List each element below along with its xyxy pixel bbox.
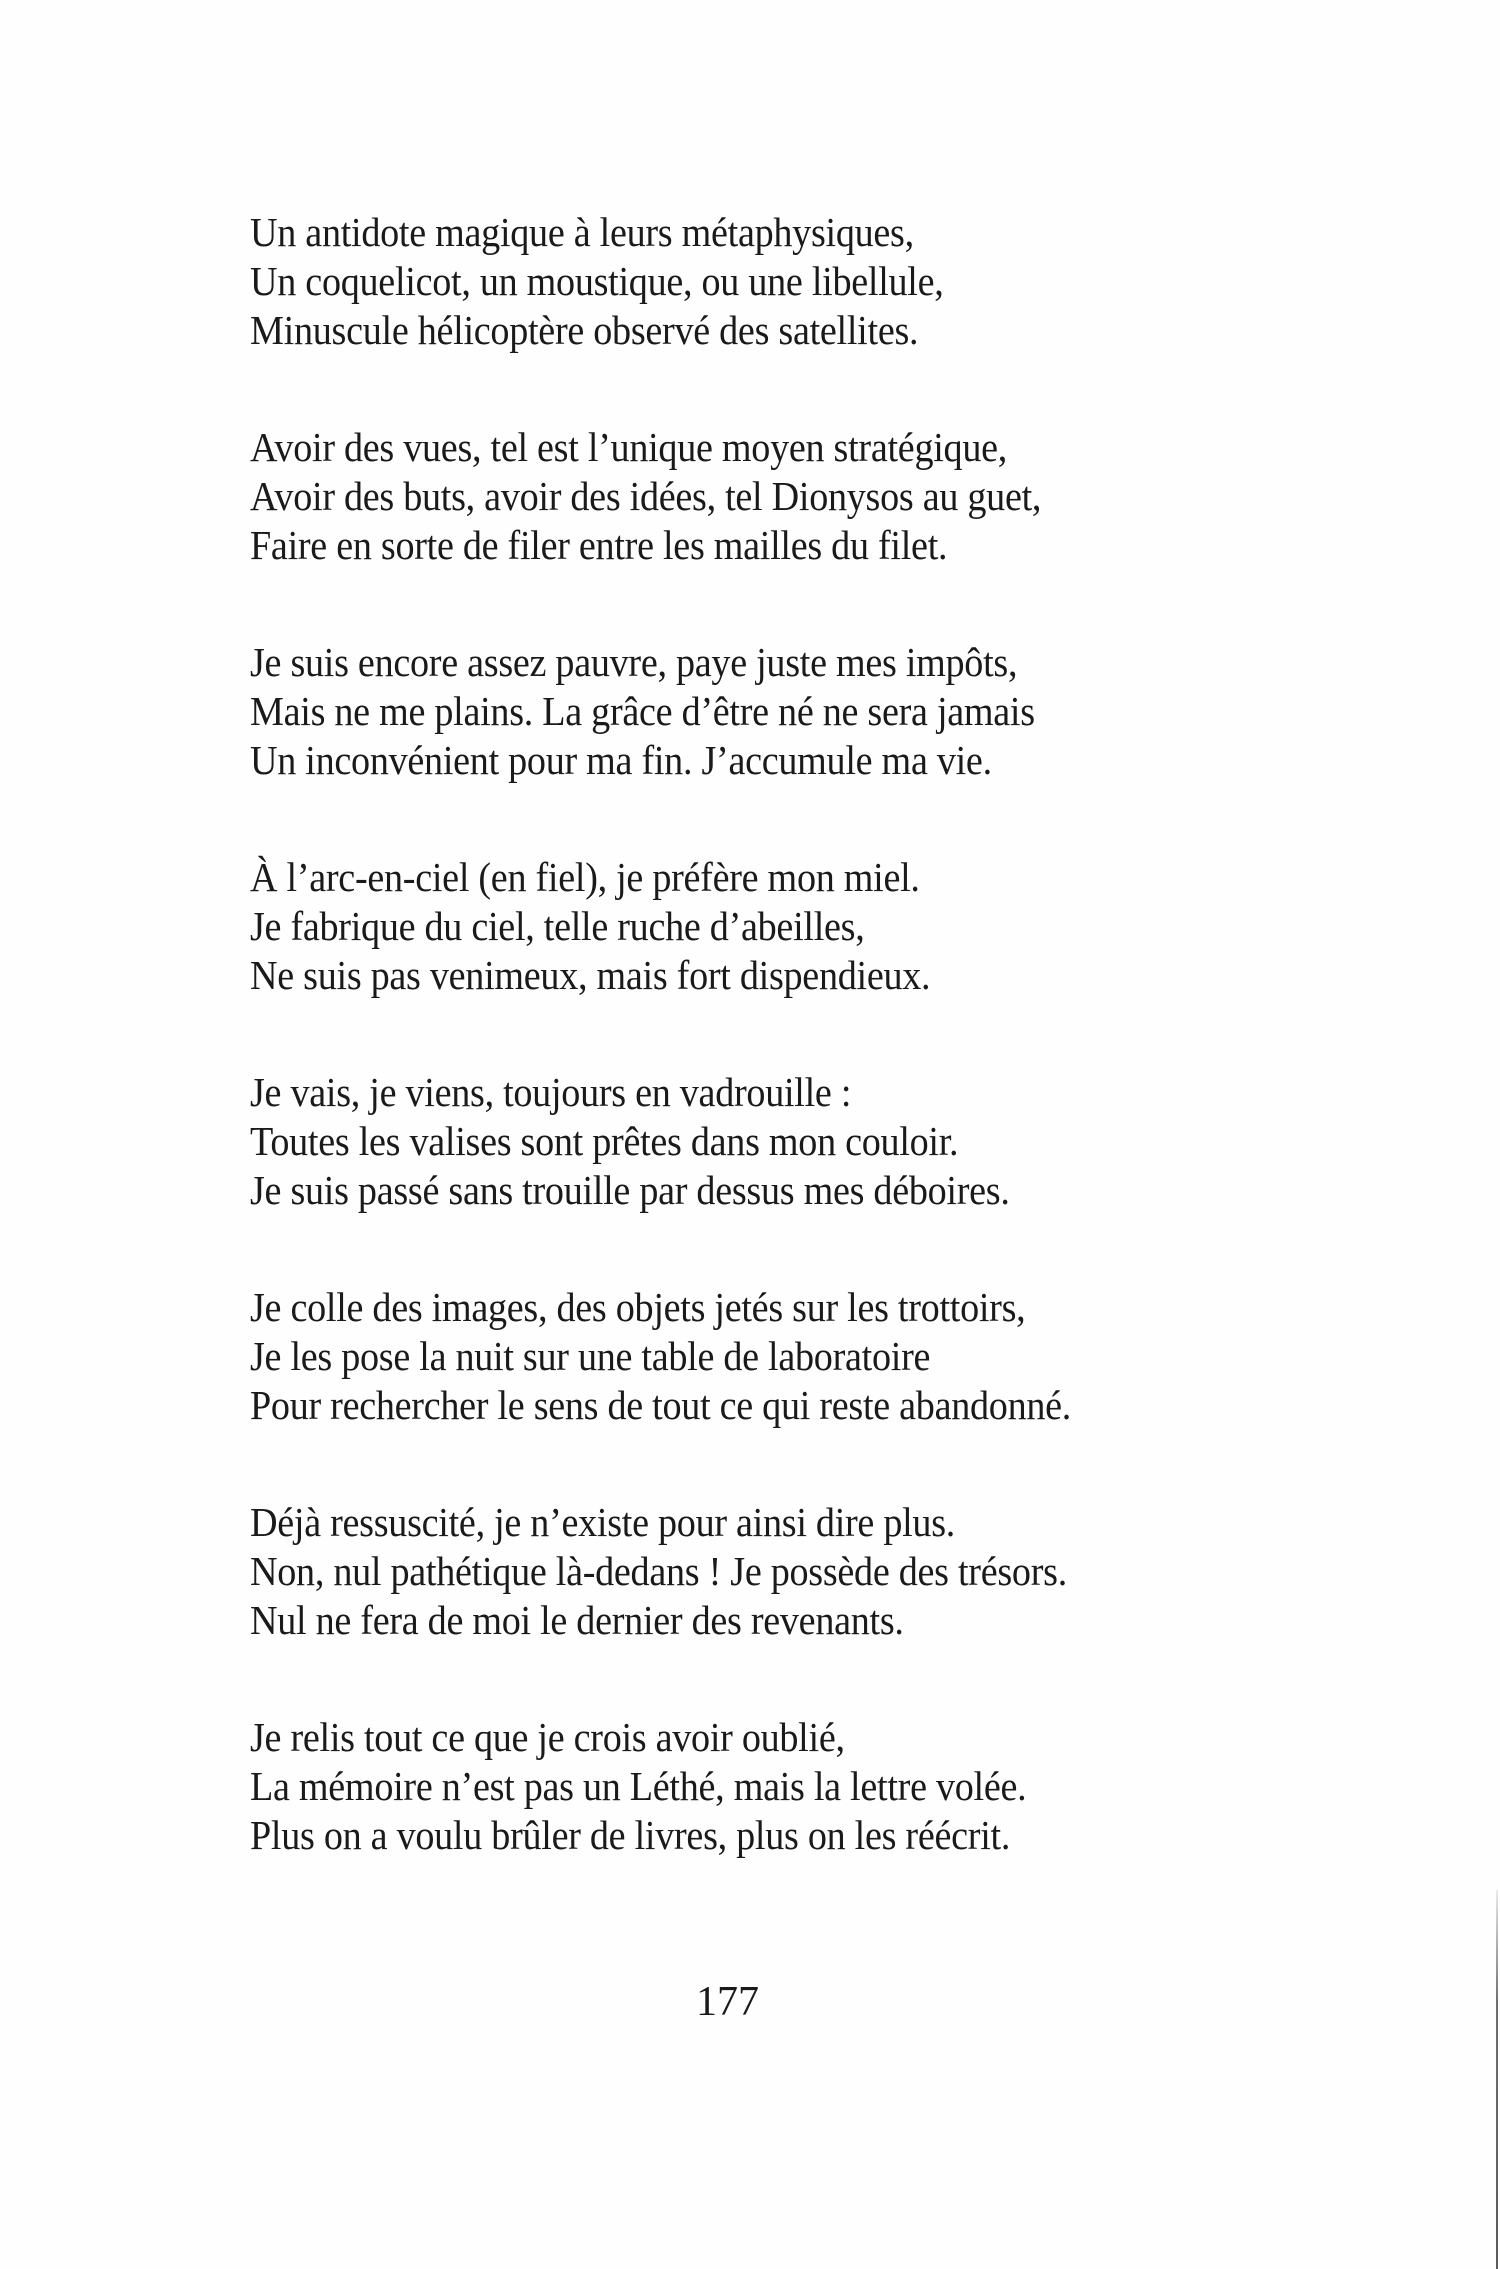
verse-line: Non, nul pathétique là-dedans ! Je possède des trésors. bbox=[250, 1548, 1067, 1594]
verse-line: Mais ne me plains. La grâce d’être né ne sera jamais bbox=[250, 688, 1035, 734]
verse-line: À l’arc-en-ciel (en fiel), je préfère mon miel. bbox=[250, 854, 920, 900]
verse-line: Je suis encore assez pauvre, paye juste mes impôts, bbox=[250, 639, 1018, 685]
verse-line: La mémoire n’est pas un Léthé, mais la lettre volée. bbox=[250, 1763, 1027, 1809]
stanza-2 bbox=[250, 423, 1400, 570]
verse-line: Pour rechercher le sens de tout ce qui reste abandonné. bbox=[250, 1382, 1072, 1428]
stanza-8 bbox=[250, 1713, 1400, 1860]
scan-edge-divider bbox=[1496, 1890, 1498, 2269]
stanza-4 bbox=[250, 853, 1400, 1000]
verse-line: Je colle des images, des objets jetés sur les trottoirs, bbox=[250, 1284, 1026, 1330]
verse-line: Avoir des vues, tel est l’unique moyen stratégique, bbox=[250, 424, 1008, 470]
verse-line: Minuscule hélicoptère observé des satellites. bbox=[250, 307, 919, 353]
stanza-6 bbox=[250, 1283, 1400, 1430]
stanza-7 bbox=[250, 1498, 1400, 1645]
verse-line: Ne suis pas venimeux, mais fort dispendieux. bbox=[250, 952, 931, 998]
verse-line: Avoir des buts, avoir des idées, tel Dionysos au guet, bbox=[250, 473, 1042, 519]
verse-line: Je vais, je viens, toujours en vadrouille : bbox=[250, 1069, 852, 1115]
verse-line: Je relis tout ce que je crois avoir oublié, bbox=[250, 1714, 845, 1760]
verse-line: Faire en sorte de filer entre les mailles du filet. bbox=[250, 522, 948, 568]
poem bbox=[250, 208, 1400, 1928]
verse-line: Un antidote magique à leurs métaphysiques, bbox=[250, 209, 914, 255]
verse-line: Je les pose la nuit sur une table de laboratoire bbox=[250, 1333, 931, 1379]
verse-line: Un inconvénient pour ma fin. J’accumule ma vie. bbox=[250, 737, 992, 783]
verse-line: Un coquelicot, un moustique, ou une libellule, bbox=[250, 258, 944, 304]
stanza-1 bbox=[250, 208, 1400, 355]
verse-line: Plus on a voulu brûler de livres, plus on les réécrit. bbox=[250, 1812, 1011, 1858]
verse-line: Nul ne fera de moi le dernier des revenants. bbox=[250, 1597, 904, 1643]
stanza-5 bbox=[250, 1068, 1400, 1215]
verse-line: Je suis passé sans trouille par dessus mes déboires. bbox=[250, 1167, 1010, 1213]
verse-line: Déjà ressuscité, je n’existe pour ainsi dire plus. bbox=[250, 1499, 956, 1545]
verse-line: Toutes les valises sont prêtes dans mon couloir. bbox=[250, 1118, 959, 1164]
page-number: 177 bbox=[696, 1979, 759, 2025]
verse-line: Je fabrique du ciel, telle ruche d’abeilles, bbox=[250, 903, 865, 949]
stanza-3 bbox=[250, 638, 1400, 785]
